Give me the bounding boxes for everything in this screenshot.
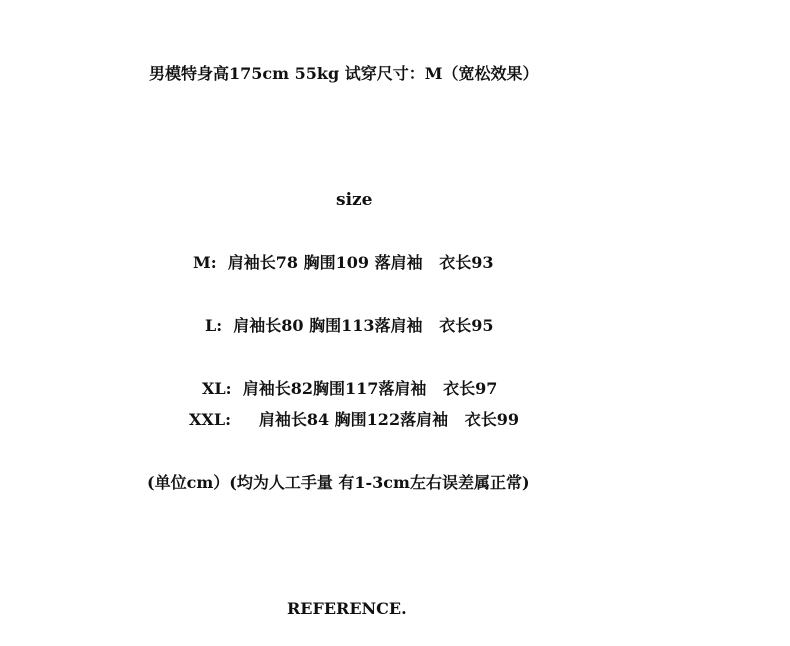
size-row-xl: XL: 肩袖长82胸围117落肩袖 衣长97 — [202, 379, 498, 398]
size-row-l: L: 肩袖长80 胸围113落肩袖 衣长95 — [205, 316, 494, 335]
model-fitting-note: 男模特身高175cm 55kg 试穿尺寸：M（宽松效果） — [149, 64, 539, 83]
size-row-m: M: 肩袖长78 胸围109 落肩袖 衣长93 — [193, 253, 494, 272]
size-row-xxl: XXL: 肩袖长84 胸围122落肩袖 衣长99 — [189, 410, 520, 429]
size-heading: size — [336, 190, 373, 210]
measurement-unit-note: (单位cm）(均为人工手量 有1-3cm左右误差属正常) — [147, 473, 530, 492]
reference-label: REFERENCE. — [287, 599, 407, 618]
